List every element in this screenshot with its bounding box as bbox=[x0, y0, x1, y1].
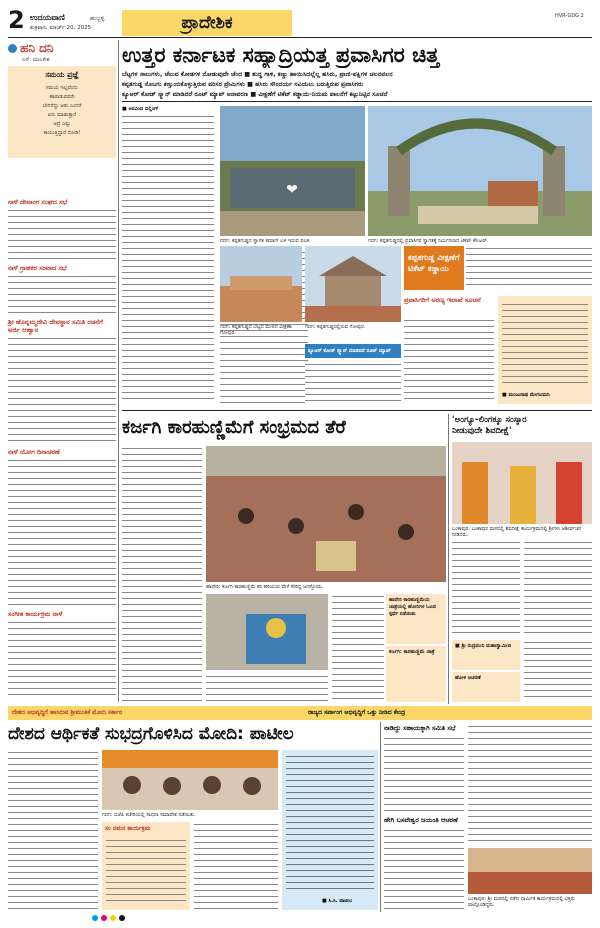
program-box-title: ಸಂ ನಮನ ಕಾರ್ಯಕ್ರಮ bbox=[105, 825, 151, 832]
bottom-story-text bbox=[8, 750, 98, 910]
issue-date: ಶುಕ್ರವಾರ, ಮಾರ್ಚ್ 20, 2025 bbox=[30, 25, 92, 31]
yellow-dot-icon bbox=[110, 915, 116, 921]
gazebo-photo bbox=[305, 246, 401, 322]
top-subhead: ಕ್ಯೂಆರ್ ಕೋಡ್ ಸ್ಕ್ಯಾನ್ ಮಾಡಿದರೆ ರೂಟ್ ಮ್ಯಾಪ್ ಅನಾವರಣ ■ ವೀಕ್ಷಣೆಗೆ ಟಿಕೆಟ್ ಕಡ್ಡಾಯ-ನಿಯಮ ಪಾಲನೆಗೆ ಕಟ್ಟುನಿಟ್ಟಿನ ಸೂಚನೆ bbox=[122, 91, 388, 98]
program-box-text bbox=[106, 838, 186, 904]
photo-caption: ಹಾವೇರಿ: ಕರ್ಜಗಿ ಕಾರಹುಣ್ಣಿಮೆ ಕರಿ ಹರಿಯುವ ವೇಳೆ ಸೇರಿದ್ದ ಜನಸ್ತೋಮ. bbox=[206, 584, 324, 590]
poem-text bbox=[12, 84, 112, 138]
brief-title: ನಾಳೆ ದೇವಾಂಗ ಸಂಘದ ಸಭೆ bbox=[8, 198, 68, 206]
photo-caption: ಗದಗ: ಕಪ್ಪತಗುಡ್ಡದಲ್ಲಿರುವ ಗೋಪುರ. bbox=[305, 324, 366, 330]
top-story-text bbox=[122, 114, 214, 404]
fair-box bbox=[386, 646, 446, 702]
right-headline-line: ನೀಡುವುದೇ ಶಿವದೀಕ್ಷೆ' bbox=[452, 426, 512, 436]
story-rule bbox=[122, 410, 592, 411]
stats-box-text bbox=[286, 754, 374, 894]
right-brief-text bbox=[384, 736, 464, 812]
photo-caption: ಗದಗ: ಕಪ್ಪತಗುಡ್ಡದ ಸ್ವಾಗತ ಕಮಾನ್ ಬಳಿ ಇರುವ ಫಲಕ. bbox=[220, 238, 311, 244]
top-subhead: ಬೆಟ್ಟಗಳ ಸಾಲುಗಳು, ಚೆಲುವ ಕೋಡಗಳ ನೋಡುವುದೇ ಚೆಂದ ■ ಶುದ್ಧ ಗಾಳಿ, ಕಣ್ಣು ಹಾಯಿಸಿದಲ್ಲೆಲ್ಲ ಹಸಿರು, ಪ್ರಾಣಿ-ಪಕ್ಷಿಗಳ ಚಲನವಲನ bbox=[122, 71, 393, 78]
photo-caption: ಗದಗ: ಕಪ್ಪತಗುಡ್ಡದಲ್ಲಿ ಪ್ರವಾಸಿಗರ ಸ್ವಾಗತಕ್ಕೆ ನಿರ್ಮಿಸಲಾದ ಟಿಕೆಟ್ ಕೌಂಟರ್. bbox=[368, 238, 489, 244]
second-headline: ಕರ್ಜಗಿ ಕಾರಹುಣ್ಣಿಮೆಗೆ ಸಂಭ್ರಮದ ತೆರೆ bbox=[122, 417, 346, 438]
qr-label-banner bbox=[305, 344, 401, 358]
quote-byline: ■ ಮಂಜುನಾಥ ಮೇಗಲಮನಿ bbox=[502, 392, 550, 398]
brief-title: ಸಂಗೀತ ಕಾರ್ಯಕ್ರಮ ನಾಳೆ bbox=[8, 610, 63, 618]
edition-name: ಹುಬ್ಬಳ್ಳಿ bbox=[90, 15, 105, 22]
brief-title: ನಾಳೆ ಗ್ರಾಹಕರ ಸಂವಾದ ಸಭೆ bbox=[8, 264, 67, 272]
section-banner bbox=[122, 10, 292, 36]
poem-line: ಹಾರಾಡುವವರೇ bbox=[49, 94, 75, 100]
top-byline: ■ ಅರವಿಂದ ಬಿಲ್ಲಿಂಗ್ bbox=[122, 106, 159, 112]
section-title: ಪ್ರಾದೇಶಿಕ bbox=[181, 13, 233, 33]
brief-body bbox=[8, 458, 116, 606]
brand-name: ಹನಿ ದನಿ bbox=[20, 41, 54, 55]
devotees-illustration bbox=[468, 848, 592, 894]
right-headline-line: 'ಅಂಗ್ಯೂ-ಲಿಂಗಕ್ಕೂ ಸಂಸ್ಕಾರ bbox=[452, 415, 527, 425]
brief-body bbox=[8, 620, 116, 698]
brief-title: ನಾಡಿದ್ದು ಸಹಾಯಕ್ಕಾಗಿ ಸಮಿತಿ ಸಭೆ bbox=[384, 724, 456, 732]
holi-box-text: ಹೋಳಿ ಆಚರಣೆ bbox=[455, 675, 481, 681]
brief-body bbox=[8, 336, 116, 444]
photo-caption: ಗದಗ: ಕಪ್ಪತಗುಡ್ಡದ ಬೆಟ್ಟದ ಮೇಲಿನ ವೀಕ್ಷಣಾ ಗೋಪುರ. bbox=[220, 324, 292, 336]
crowd-photo bbox=[206, 446, 446, 582]
seers-photo bbox=[452, 442, 592, 524]
second-story-text bbox=[206, 674, 328, 702]
masthead-rule bbox=[8, 37, 592, 38]
viewpoint-illustration bbox=[220, 246, 302, 322]
kappatagudda-sign-illustration bbox=[220, 106, 365, 236]
second-story-text bbox=[332, 594, 384, 702]
photo-caption: ಗದಗ: ಬಿಜೆಪಿ ಕಚೇರಿಯಲ್ಲಿ ಸಾಧನಾ ಸಮಾವೇಶ ನಡೆಯಿತು. bbox=[102, 812, 196, 818]
viewpoint-photo bbox=[220, 246, 302, 322]
black-dot-icon bbox=[119, 915, 125, 921]
right-story-text bbox=[452, 540, 520, 636]
procession-illustration bbox=[206, 594, 328, 670]
photo-caption: ಬಂಕಾಪುರ: ಶ್ರೀ ಮಠದಲ್ಲಿ ನಡೆದ ಧಾರ್ಮಿಕ ಕಾರ್ಯಕ್ರಮದಲ್ಲಿ ಭಕ್ತರು ಪಾಲ್ಗೊಂಡಿದ್ದರು. bbox=[468, 896, 575, 908]
procession-photo bbox=[206, 594, 328, 670]
gazebo-illustration bbox=[305, 246, 401, 322]
right-headline bbox=[452, 415, 592, 437]
bottom-story-text bbox=[194, 822, 278, 910]
bjp-meeting-photo bbox=[102, 750, 278, 810]
brief-body bbox=[8, 274, 116, 314]
photo-caption: ಬಂಕಾಪುರ: ಬಂಕಾಪುರ ಮಠದಲ್ಲಿ ಶಿವದೀಕ್ಷೆ ಕಾರ್ಯಕ್ರಮದಲ್ಲಿ ಶ್ರೀಗಳು ಆಶೀರ್ವಚನ ನೀಡಿದರು. bbox=[452, 526, 582, 538]
swamiji-box bbox=[452, 640, 520, 670]
column-divider bbox=[380, 722, 381, 912]
top-headline: ಉತ್ತರ ಕರ್ನಾಟಕ ಸಹ್ಯಾದ್ರಿಯತ್ತ ಪ್ರವಾಸಿಗರ ಚಿತ್ತ bbox=[122, 43, 440, 67]
right-brief-text bbox=[468, 724, 592, 844]
qr-label: ಕ್ಯೂಆರ್ ಕೋಡ್ ಸ್ಕ್ಯಾನ್ ಮಾಡಿದರೆ ರೂಟ್ ಮ್ಯಾಪ್ bbox=[308, 348, 391, 354]
top-story-text bbox=[466, 246, 592, 290]
ticket-box bbox=[404, 246, 464, 290]
ticker-right: ರಾಜ್ಯದ ಸರ್ವಾಂಗ ಅಭಿವೃದ್ಧಿಗೆ ಒತ್ತು ನೀಡಿದ ಕೇಂದ್ರ bbox=[308, 709, 406, 716]
magenta-dot-icon bbox=[101, 915, 107, 921]
stats-box bbox=[282, 750, 378, 910]
bottom-headline: ದೇಶದ ಆರ್ಥಿಕತೆ ಸುಭದ್ರಗೊಳಿಸಿದ ಮೋದಿ: ಪಾಟೀಲ bbox=[8, 724, 294, 744]
column-divider bbox=[118, 40, 119, 702]
subhead-rule bbox=[122, 101, 592, 102]
top-subhead: ಕಪ್ಪತಗುಡ್ಡ ಸೊಬಗು ಕಣ್ತುಂಬಿಕೊಳ್ಳುತ್ತಿರುವ ಪರಿಸರ ಪ್ರೇಮಿಗಳು ■ ಹಸಿರು ಸೌಂದರ್ಯ ಸವಿಯಲು ಬರುತ್ತಿರುವ ಪ್ರವಾಸಿಗರು bbox=[122, 81, 364, 88]
poem-line: ಸಮಯ ಇಲ್ಲವೆಂದು bbox=[46, 85, 78, 91]
stats-byline: ■ ಸಿ.ಸಿ. ಪಾಟೀಲ bbox=[322, 898, 353, 904]
poem-line: ಆದ್ರೆ ಎಷ್ಟು bbox=[53, 121, 71, 127]
top-story-text bbox=[404, 318, 494, 404]
quote-box bbox=[498, 296, 592, 404]
brief-title: ಹೇಗಿ ಬಸವೇಶ್ವರ ಜಯಂತಿ ಆಚರಣೆ bbox=[384, 816, 458, 824]
devotees-photo bbox=[468, 848, 592, 894]
page-code: HVR-GDG 2 bbox=[555, 13, 584, 19]
poem-line: ಏನು ಮಾಡುತ್ತಾರೆ bbox=[47, 112, 77, 118]
brief-title: ನಾಳೆ ಯೋಗ ದಿನಾಚರಣೆ bbox=[8, 448, 60, 456]
paper-name: ಉದಯವಾಣಿ bbox=[30, 13, 65, 22]
page-number: 2 bbox=[8, 6, 25, 34]
race-box-text: ಹಾವೇರಿ ಕಾರಹುಣ್ಣಿಮೆಯ ಜಾತ್ರೆಯಲ್ಲಿ ಹೋರಿಗಳ ಓಟದ ಸ್ಪರ್ಧೆ ನಡೆಯಿತು bbox=[389, 597, 437, 617]
ticket-gate-illustration bbox=[368, 106, 592, 236]
column-author: ಎಸ್. ಮಾಲತೇಶ bbox=[22, 57, 50, 63]
race-box bbox=[386, 594, 446, 644]
crowd-illustration bbox=[206, 446, 446, 582]
poem-line: ಕಾಯುತ್ತಿದ್ದಾರೆ ನೋಡಿ! bbox=[43, 130, 81, 136]
right-brief-text bbox=[384, 828, 464, 910]
top-story-text bbox=[305, 362, 401, 404]
poem-box bbox=[8, 66, 116, 158]
quote-text bbox=[502, 302, 588, 386]
program-box bbox=[102, 822, 190, 910]
column-divider bbox=[448, 414, 449, 704]
swamiji-box-text: ■ ಶ್ರೀ ರುದ್ರಮುನಿ ಮಹಾಸ್ವಾಮೀಜಿ bbox=[455, 643, 512, 649]
registration-marks bbox=[92, 915, 152, 921]
ticker-left: ದೇಶದ ಅಭಿವೃದ್ಧಿಗೆ ಹಾಸಿರುವ ಶ್ರೀಮಂತಿಕೆ ಮೋದಿ ಸರ್ಕಾರ bbox=[12, 709, 123, 716]
second-story-text bbox=[122, 446, 202, 702]
forest-notice-title: ಪ್ರವಾಸಿಗರಿಗೆ ಅರಣ್ಯ ಇಲಾಖೆ ಸೂಚನೆ bbox=[404, 296, 481, 304]
brief-title: ಶ್ರೀ ಹೊನ್ನಮ್ಮದೇವಿ ದೇವಸ್ಥಾನ ಸಮಿತಿ ರಚನೆಗೆ ಅರ್ಜಿ ಆಹ್ವಾನ bbox=[8, 318, 103, 334]
cyan-dot-icon bbox=[92, 915, 98, 921]
poem-line: ಬೇಗನೆದ್ದು ಆಡು ಎಂದರೆ bbox=[42, 103, 82, 109]
ticket-gate-photo bbox=[368, 106, 592, 236]
fair-box-text: ಕರ್ಜಗಿ: ಕಾರಹುಣ್ಣಿಮೆ ಜಾತ್ರೆ bbox=[389, 649, 435, 655]
seers-illustration bbox=[452, 442, 592, 524]
poem-title: ಸಮಯ ಪ್ರಜ್ಞೆ bbox=[45, 70, 79, 79]
brief-body bbox=[8, 208, 116, 260]
svg-text:❤: ❤ bbox=[286, 182, 298, 198]
drop-icon bbox=[8, 44, 17, 53]
kappatagudda-sign-photo bbox=[220, 106, 365, 236]
honey-voice-brand bbox=[8, 41, 116, 56]
ticket-box-title: ಕಪ್ಪತಗುಡ್ಡ ವೀಕ್ಷಣೆಗೆ ಟಿಕೆಟ್ ಕಡ್ಡಾಯ bbox=[408, 253, 460, 273]
bjp-meeting-illustration bbox=[102, 750, 278, 810]
right-story-text bbox=[524, 540, 592, 636]
holi-box bbox=[452, 672, 520, 702]
ticker-bar bbox=[8, 706, 592, 720]
right-story-text bbox=[524, 640, 592, 702]
